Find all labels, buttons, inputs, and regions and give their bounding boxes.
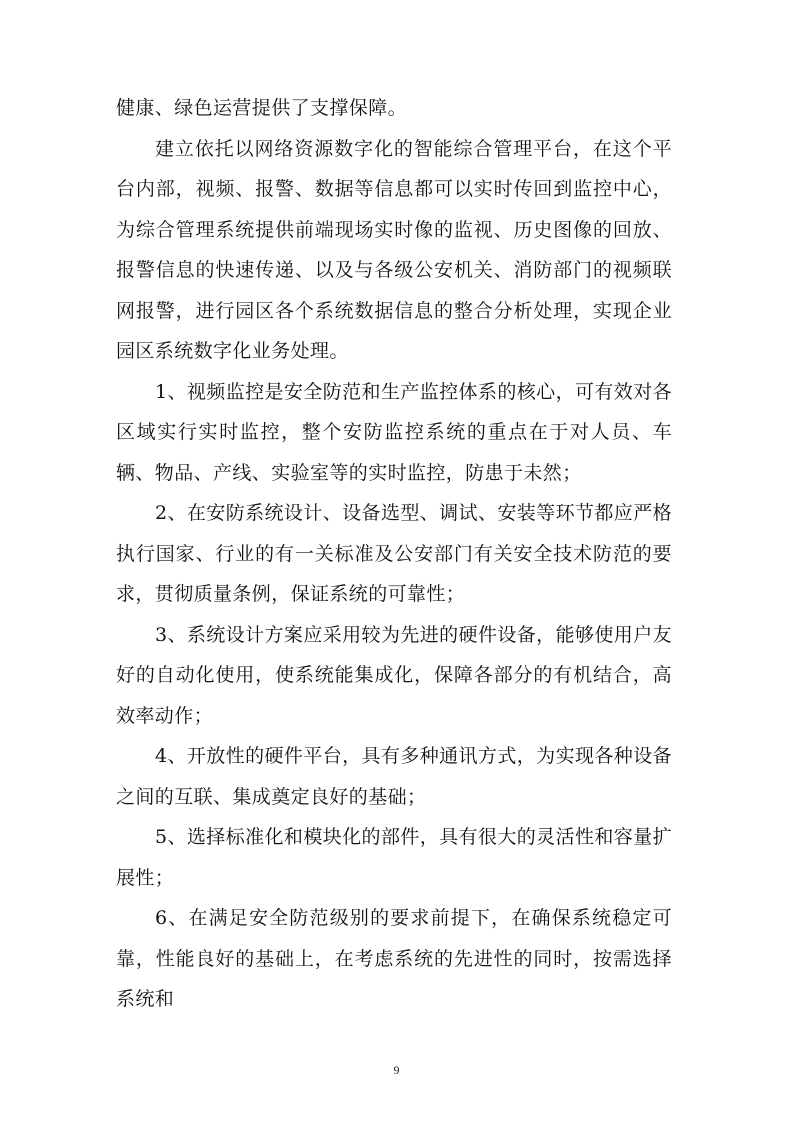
list-item-3: 3、系统设计方案应采用较为先进的硬件设备，能够使用户友好的自动化使用，使系统能集成化，保障各部分的有机结合，高效率动作； [116,623,672,727]
list-item-1: 1、视频监控是安全防范和生产监控体系的核心，可有效对各区域实行实时监控，整个安防监控系统的重点在于对人员、车辆、物品、产线、实验室等的实时监控，防患于未然； [116,380,672,484]
paragraph-platform-intro: 建立依托以网络资源数字化的智能综合管理平台，在这个平台内部，视频、报警、数据等信息都可以实时传回到监控中心，为综合管理系统提供前端现场实时像的监视、历史图像的回放、报警信息的快速传递、以及与各级公安机关、消防部门的视频联网报警，进行园区各个系统数据信息的整合分析处理，实现企业园区系统数字化业务处理。 [116,137,672,362]
list-item-4: 4、开放性的硬件平台，具有多种通讯方式，为实现各种设备之间的互联、集成奠定良好的基础； [116,745,672,808]
list-item-2: 2、在安防系统设计、设备选型、调试、安装等环节都应严格执行国家、行业的有一关标准及公安部门有关安全技术防范的要求，贯彻质量条例，保证系统的可靠性； [116,502,672,605]
body-text [116,88,672,1020]
list-item-5: 5、选择标准化和模块化的部件，具有很大的灵活性和容量扩展性； [116,826,672,889]
paragraph-continuation: 健康、绿色运营提供了支撑保障。 [116,97,408,119]
page-number: 9 [393,1063,400,1077]
list-item-6: 6、在满足安全防范级别的要求前提下，在确保系统稳定可靠，性能良好的基础上，在考虑系统的先进性的同时，按需选择系统和 [116,907,672,1010]
